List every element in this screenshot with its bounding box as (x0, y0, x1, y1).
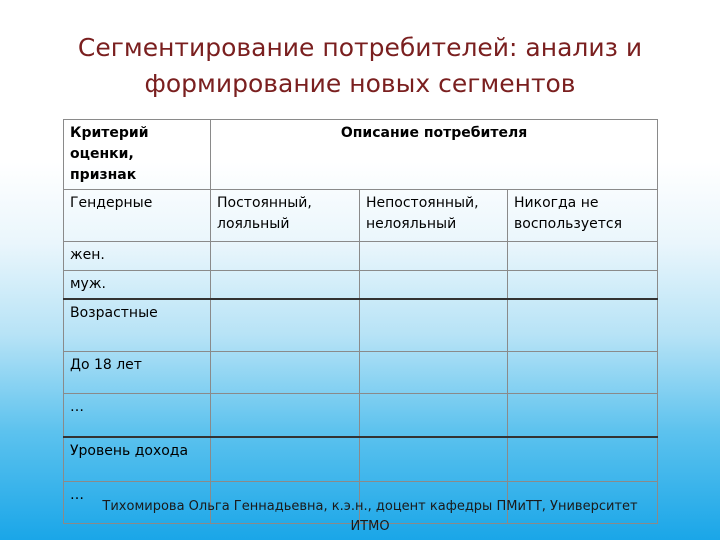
table-row (64, 351, 658, 393)
table-cell: Никогда не воспользуется (508, 190, 658, 242)
row-label: Возрастные (64, 299, 211, 351)
table-cell (211, 299, 360, 351)
table-header-row (64, 120, 658, 190)
table-cell (508, 242, 658, 271)
row-label: Уровень дохода (64, 437, 211, 481)
row-label: … (64, 481, 211, 523)
table-row (64, 393, 658, 437)
table-cell (211, 437, 360, 481)
table-cell (360, 271, 508, 300)
slide-title (40, 30, 680, 102)
table-cell (211, 393, 360, 437)
table-cell: Непостоянный, нелояльный (360, 190, 508, 242)
table-row (64, 437, 658, 481)
table-cell (211, 242, 360, 271)
table-row (64, 242, 658, 271)
slide-title-line1: Сегментирование потребителей: анализ и (77, 33, 643, 62)
table-cell (360, 351, 508, 393)
author-footer: Тихомирова Ольга Геннадьевна, к.э.н., доцент кафедры ПМиТТ, Университет ИТМО (102, 499, 638, 534)
table-cell (211, 271, 360, 300)
segmentation-table (63, 119, 658, 524)
table-cell (508, 271, 658, 300)
header-criterion: Критерий оценки, признак (64, 120, 211, 190)
table-cell (508, 437, 658, 481)
table-cell (508, 299, 658, 351)
table-cell (360, 299, 508, 351)
table-cell (360, 393, 508, 437)
table-cell: Постоянный, лояльный (211, 190, 360, 242)
table-cell (508, 393, 658, 437)
table-cell (360, 437, 508, 481)
slide-title-line2: формирование новых сегментов (144, 69, 576, 98)
table-cell (508, 351, 658, 393)
row-label: жен. (64, 242, 211, 271)
row-label: Гендерные (64, 190, 211, 242)
table-row (64, 190, 658, 242)
table-row (64, 299, 658, 351)
table-row (64, 271, 658, 300)
header-description: Описание потребителя (211, 120, 658, 190)
row-label: … (64, 393, 211, 437)
table-cell (211, 351, 360, 393)
row-label: муж. (64, 271, 211, 300)
row-label: До 18 лет (64, 351, 211, 393)
table-cell (360, 242, 508, 271)
